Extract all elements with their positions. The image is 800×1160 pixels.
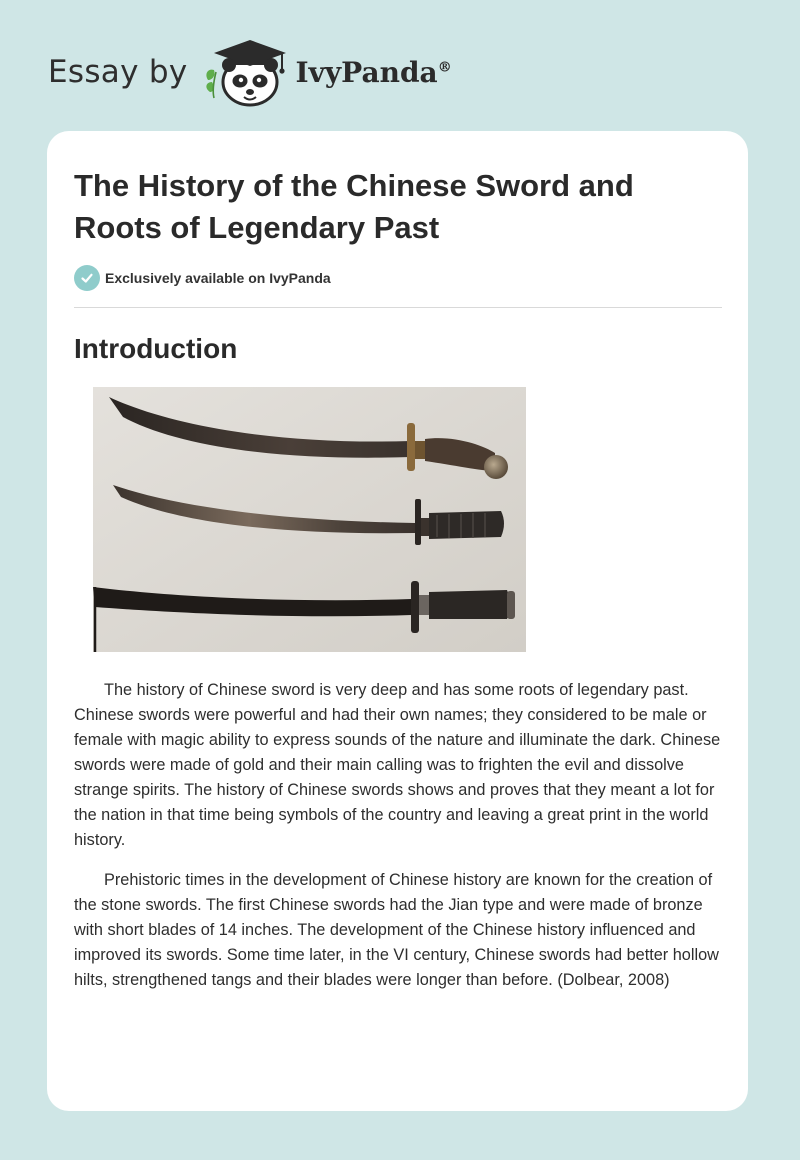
body-paragraph: The history of Chinese sword is very deep and has some roots of legendary past. Chinese swords were powerful and had their own names; they considered to be male or female with magic ability to express sounds of the nature and illuminate the dark. Chinese swords were made of gold and their main calling was to frighten the evil and dissolve strange spirits. The history of Chinese swords shows and proves that they meant a lot for the nation in that time being symbols of the country and leaving a great print in the world history. xyxy=(74,681,721,849)
three-curved-chinese-swords-image xyxy=(93,387,526,652)
panda-graduate-icon[interactable] xyxy=(202,36,290,108)
brand-name[interactable]: IvyPanda® xyxy=(295,55,452,89)
essay-card xyxy=(47,131,748,1111)
divider xyxy=(74,307,722,308)
site-header xyxy=(48,36,452,108)
exclusive-label: Exclusively available on IvyPanda xyxy=(105,270,331,286)
exclusive-badge xyxy=(74,264,722,292)
section-heading: Introduction xyxy=(74,333,238,364)
check-icon xyxy=(74,265,100,291)
essay-title: The History of the Chinese Sword and Roots of Legendary Past xyxy=(74,168,634,245)
body-paragraph: Prehistoric times in the development of Chinese history are known for the creation of the stone swords. The first Chinese swords had the Jian type and were made of bronze with short blades of 14 inches. The development of the Chinese history influenced and improved its swords. Some time later, in the VI century, Chinese swords had better hollow hilts, strengthened tangs and their blades were longer than before. (Dolbear, 2008) xyxy=(74,871,719,989)
brand-prefix: Essay by xyxy=(48,54,188,90)
